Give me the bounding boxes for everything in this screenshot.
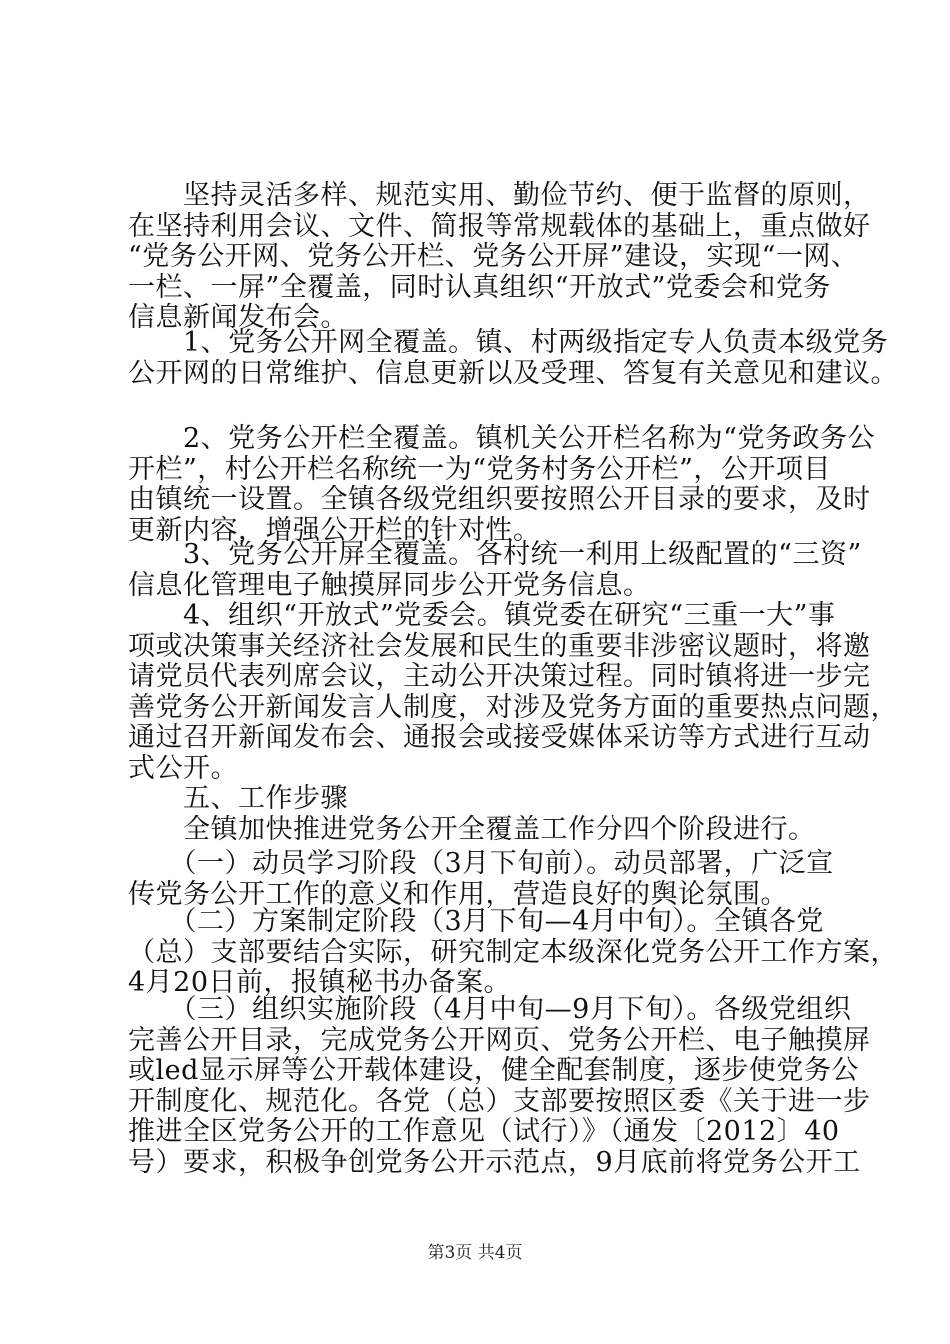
- text-line: 请党员代表列席会议，主动公开决策过程。同时镇将进一步完: [128, 661, 871, 692]
- text-line: 推进全区党务公开的工作意见（试行）》（通发〔2012〕40: [128, 1116, 840, 1147]
- text-line: 4月20日前，报镇秘书办备案。: [128, 967, 512, 998]
- text-line: 号）要求，积极争创党务公开示范点，9月底前将党务公开工: [128, 1146, 861, 1178]
- text-line: 善党务公开新闻发言人制度，对涉及党务方面的重要热点问题，: [128, 691, 898, 723]
- text-line: “党务公开网、党务公开栏、党务公开屏”建设，实现“一网、: [128, 241, 859, 272]
- text-line: 在坚持利用会议、文件、简报等常规载体的基础上，重点做好: [128, 210, 871, 242]
- text-line: （二）方案制定阶段（3月下旬—4月中旬）。全镇各党: [128, 906, 824, 937]
- text-line: 完善公开目录，完成党务公开网页、党务公开栏、电子触摸屏: [128, 1024, 871, 1056]
- page-footer: 第3页 共4页: [427, 1243, 523, 1263]
- text-line: 4、组织“开放式”党委会。镇党委在研究“三重一大”事: [128, 600, 836, 631]
- text-line: 通过召开新闻发布会、通报会或接受媒体采访等方式进行互动: [128, 722, 871, 753]
- text-line: 由镇统一设置。全镇各级党组织要按照公开目录的要求，及时: [128, 484, 871, 515]
- text-line: 项或决策事关经济社会发展和民生的重要非涉密议题时，将邀: [128, 630, 871, 662]
- text-line: 一栏、一屏”全覆盖，同时认真组织“开放式”党委会和党务: [128, 271, 831, 303]
- text-line: （总）支部要结合实际，研究制定本级深化党务公开工作方案，: [128, 936, 898, 968]
- text-line: 五、工作步骤: [128, 783, 348, 814]
- text-line: 信息化管理电子触摸屏同步公开党务信息。: [128, 569, 651, 601]
- text-line: 或led显示屏等公开载体建设，健全配套制度，逐步使党务公: [128, 1055, 859, 1086]
- text-line: 3、党务公开屏全覆盖。各村统一利用上级配置的“三资”: [128, 539, 862, 570]
- text-line: 传党务公开工作的意义和作用，营造良好的舆论氛围。: [128, 878, 788, 910]
- text-line: 1、党务公开网全覆盖。镇、村两级指定专人负责本级党务: [128, 327, 889, 358]
- text-line: 开制度化、规范化。各党（总）支部要按照区委《关于进一步: [128, 1085, 871, 1117]
- text-line: 开栏”，村公开栏名称统一为“党务村务公开栏”，公开项目: [128, 453, 831, 485]
- text-line: 2、党务公开栏全覆盖。镇机关公开栏名称为“党务政务公: [128, 423, 875, 454]
- text-line: 信息新闻发布会。: [128, 302, 348, 333]
- text-line: 式公开。: [128, 752, 238, 784]
- text-line: 全镇加快推进党务公开全覆盖工作分四个阶段进行。: [128, 814, 816, 845]
- text-line: 坚持灵活多样、规范实用、勤俭节约、便于监督的原则，: [128, 180, 871, 211]
- text-line: 公开网的日常维护、信息更新以及受理、答复有关意见和建议。: [128, 357, 898, 389]
- text-line: （一）动员学习阶段（3月下旬前）。动员部署，广泛宣: [128, 848, 834, 879]
- text-line: （三）组织实施阶段（4月中旬—9月下旬）。各级党组织: [128, 994, 852, 1025]
- text-line: 更新内容，增强公开栏的针对性。: [128, 514, 541, 546]
